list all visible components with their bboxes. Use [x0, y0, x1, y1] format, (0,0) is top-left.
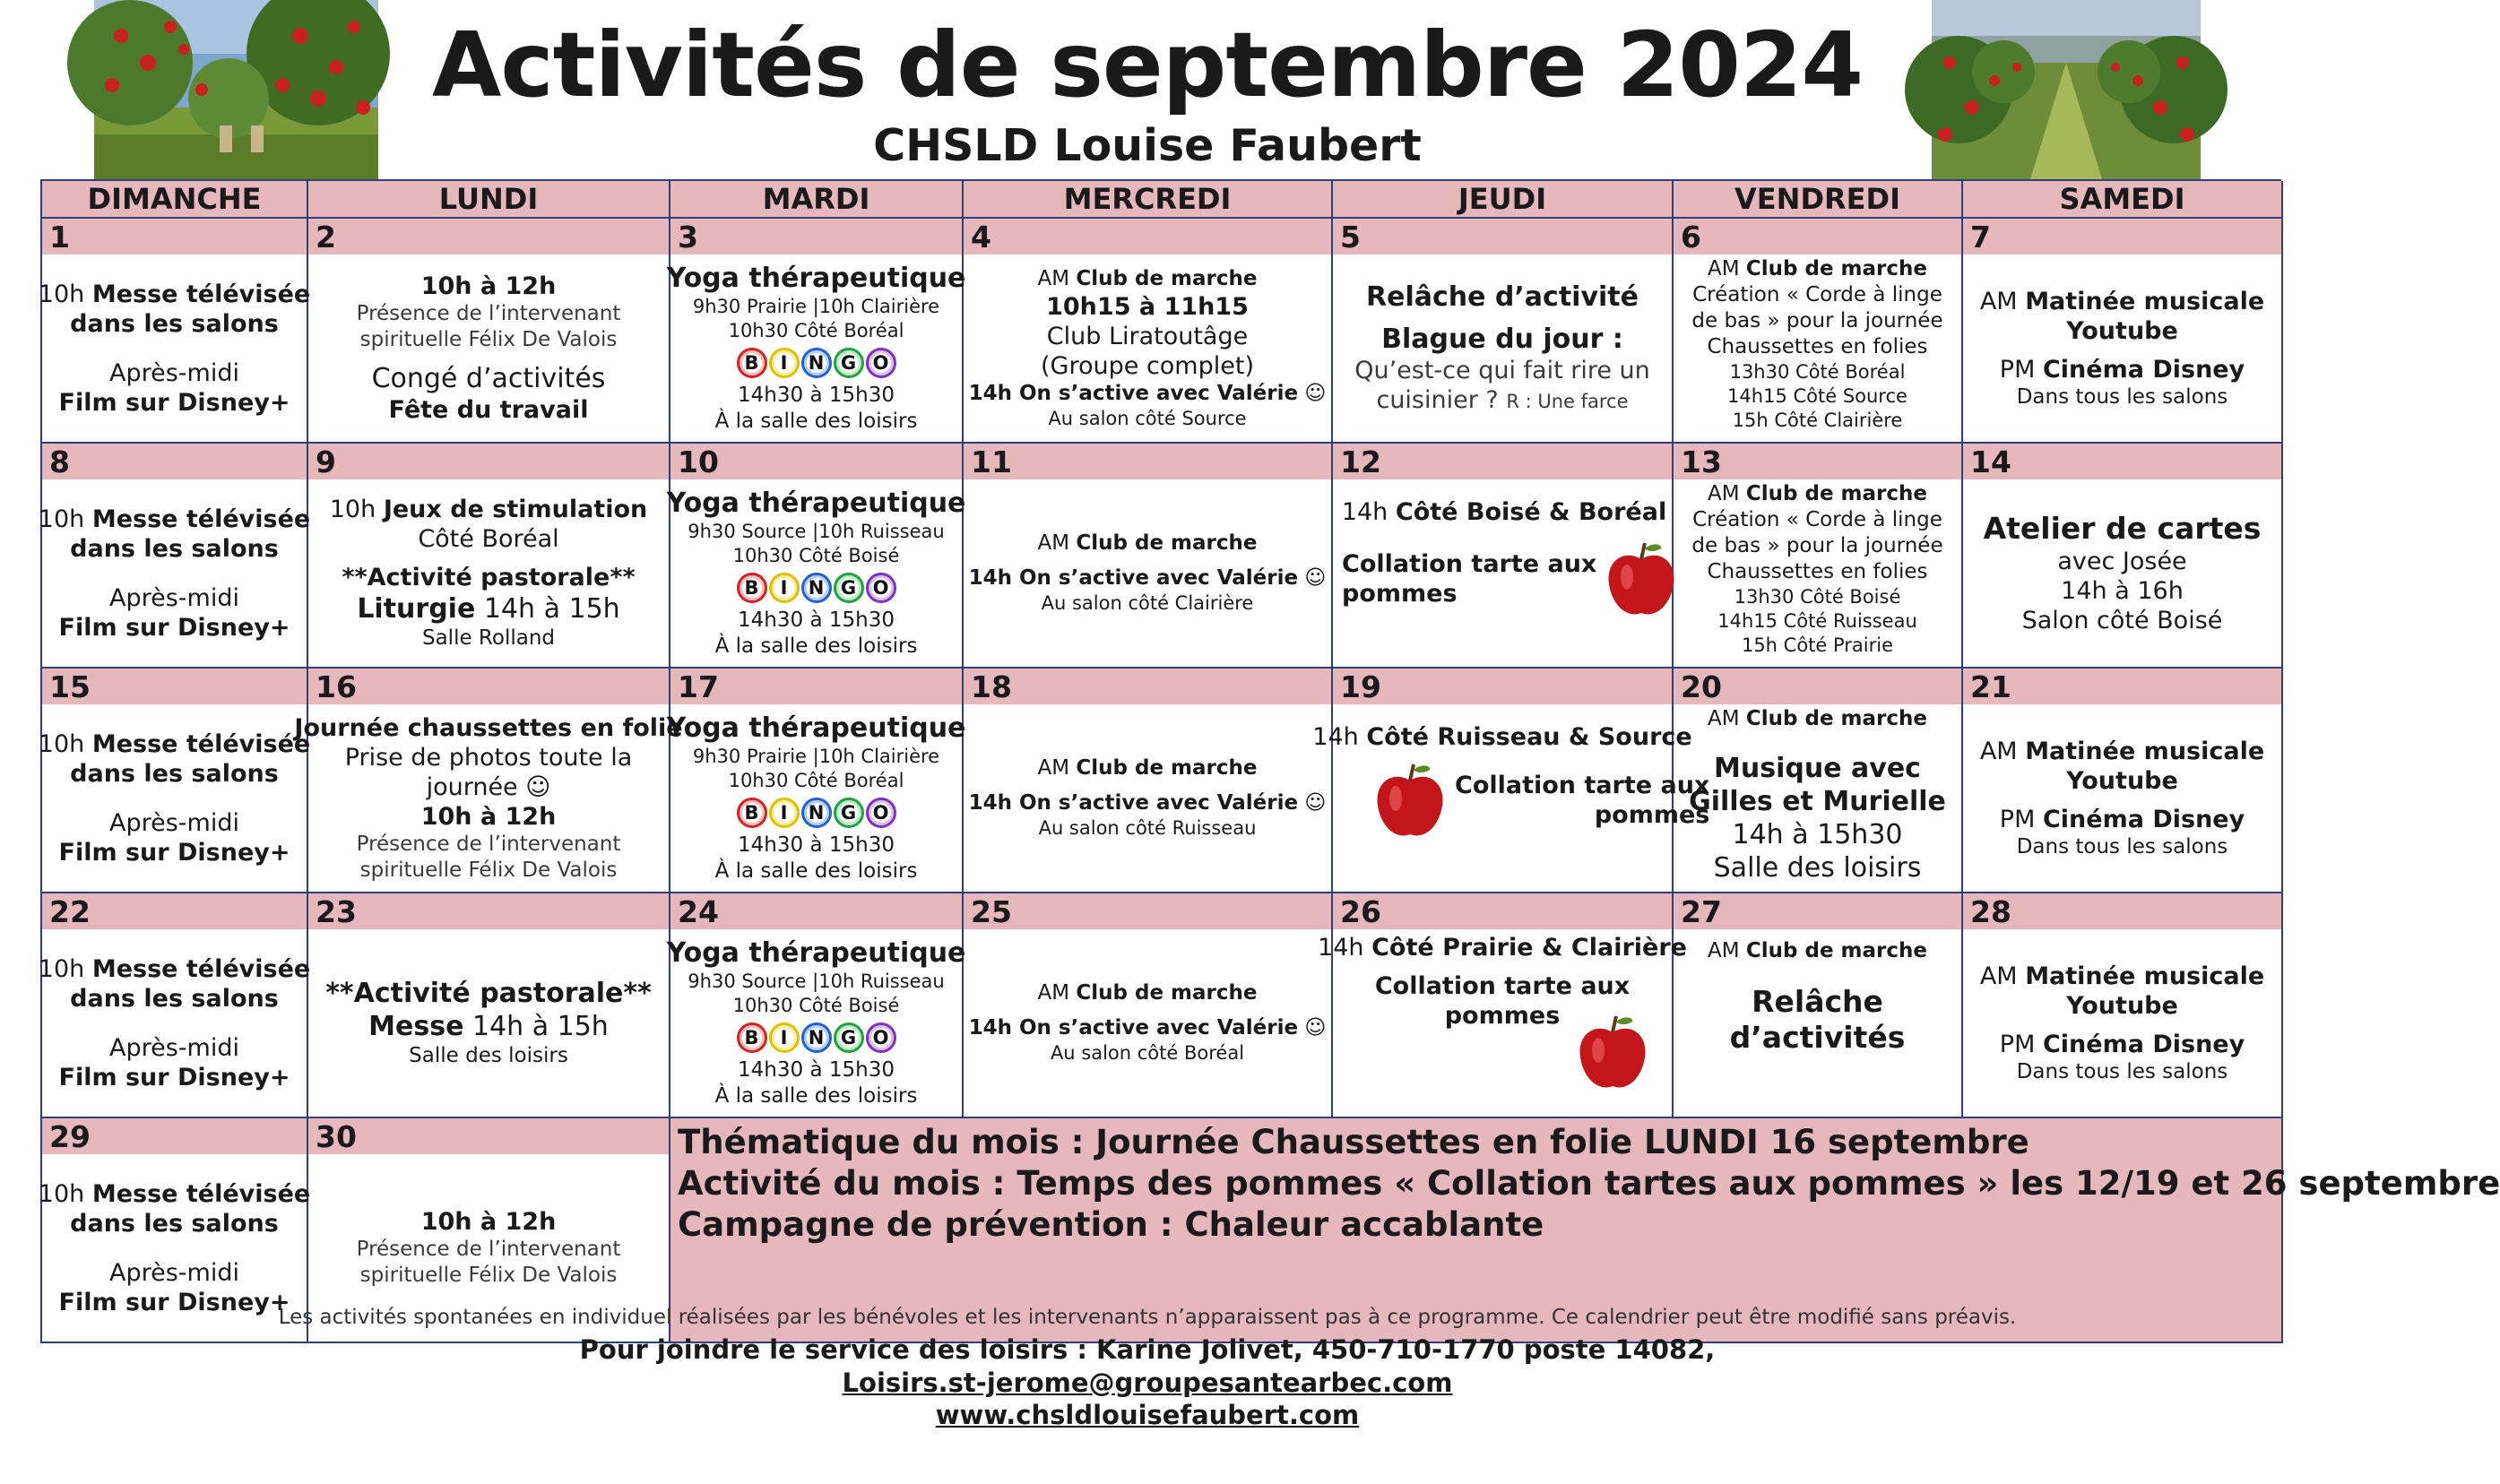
smiley-icon: ☺ [1298, 1016, 1327, 1040]
apple-icon [1605, 539, 1677, 618]
event-detail: 9h30 Prairie |10h Clairière [692, 746, 940, 767]
calendar-grid [38, 179, 2500, 1343]
event-time: AM [1979, 962, 2026, 990]
event-title: Youtube [2066, 991, 2178, 1020]
day-number: 27 [1674, 893, 1961, 929]
event-title: pommes [1594, 801, 1710, 829]
day-number: 12 [1333, 444, 1672, 479]
event-title: pommes [1342, 580, 1458, 608]
event-time: 10h [38, 729, 92, 758]
smiley-icon: ☺ [1298, 566, 1327, 590]
day-number: 30 [308, 1118, 669, 1154]
day-cell-7 [1963, 219, 2283, 444]
event-location: Au salon côté Boréal [1050, 1042, 1245, 1064]
event-detail: 9h30 Source |10h Ruisseau [688, 521, 945, 542]
event-title: Jeux de stimulation [383, 496, 648, 523]
bingo-logo: B I N G O [737, 345, 896, 381]
day-number: 9 [308, 444, 669, 479]
event-title: Club de marche [1745, 257, 1927, 280]
event-title: Youtube [2066, 316, 2178, 345]
smiley-icon: ☺ [1298, 791, 1327, 815]
day-cell-1 [38, 219, 311, 444]
event-detail: Présence de l’intervenant [356, 1238, 621, 1261]
disclaimer-note: Les activités spontanées en individuel réalisées par les bénévoles et les intervenants n’apparaissent pas à ce programme. Ce calendrier peut être modifié sans préavis. [278, 1306, 2017, 1329]
event-location: Dans tous les salons [2016, 834, 2228, 858]
event-title: Congé d’activités [371, 363, 606, 394]
day-number: 25 [964, 893, 1331, 929]
event-detail: Création « Corde à linge [1692, 283, 1942, 306]
event-detail: 10h30 Côté Boisé [732, 995, 900, 1016]
weekday-sunday: DIMANCHE [42, 181, 308, 219]
event-title: Cinéma Disney [2042, 355, 2245, 384]
event-time: AM [1707, 482, 1746, 505]
event-time: AM [1707, 939, 1746, 962]
joke-question: Qu’est-ce qui fait rire un [1354, 356, 1650, 384]
monthly-activity: Activité du mois : Temps des pommes « Collation tartes aux pommes » les 12/19 et 26 septembre [678, 1164, 2500, 1203]
event-location: Salle des loisirs [409, 1044, 568, 1067]
event-location: Salle Rolland [421, 626, 555, 650]
page-title: Activités de septembre 2024 [432, 13, 1863, 117]
event-title: Messe télévisée [91, 280, 311, 308]
event-time: 14h [1341, 498, 1396, 526]
day-number: 2 [308, 219, 669, 255]
event-time: AM [1037, 981, 1077, 1005]
event-time: 10h [38, 1179, 92, 1208]
event-time: PM [1999, 355, 2043, 384]
day-cell-26 [1318, 893, 1687, 1118]
event-title: Matinée musicale [2025, 287, 2265, 315]
day-cell-28 [1963, 893, 2283, 1118]
event-title: Gilles et Murielle [1689, 786, 1946, 817]
day-cell-6 [1674, 219, 1963, 444]
day-cell-9 [308, 444, 670, 669]
day-number: 20 [1674, 669, 1961, 704]
website-link[interactable]: www.chsldlouisefaubert.com [935, 1400, 1360, 1430]
day-cell-13 [1674, 444, 1963, 669]
event-title: 14h On s’active avec Valérie [968, 566, 1299, 590]
day-number: 22 [42, 893, 307, 929]
event-title: Relâche d’activité [1366, 280, 1639, 313]
event-title: Yoga thérapeutique [666, 263, 966, 294]
event-title: d’activités [1729, 1020, 1906, 1055]
event-detail: 9h30 Prairie |10h Clairière [692, 296, 940, 317]
event-title: Club de marche [1076, 531, 1258, 555]
event-location: Dans tous les salons [2016, 384, 2228, 409]
event-title: Messe télévisée [91, 505, 311, 533]
event-location: Côté Ruisseau & Source [1366, 723, 1692, 751]
event-title: Film sur Disney+ [58, 613, 290, 642]
event-title: Club de marche [1745, 939, 1927, 962]
day-number: 1 [42, 219, 307, 255]
event-location: Côté Boréal [418, 525, 559, 553]
apple-icon [1374, 761, 1446, 840]
apple-orchard-photo-left [94, 0, 378, 179]
event-location: Au salon côté Source [1048, 407, 1247, 429]
event-detail: dans les salons [70, 1209, 279, 1238]
event-detail: avec Josée [2057, 548, 2187, 575]
event-title: Yoga thérapeutique [666, 937, 966, 969]
event-time: 10h [38, 505, 92, 533]
event-title: Club Liratoutâge [1046, 322, 1249, 350]
day-number: 14 [1963, 444, 2281, 479]
event-time: 14h à 16h [2061, 577, 2184, 605]
event-time: 15h Côté Clairière [1732, 410, 1903, 431]
event-time: 15h Côté Prairie [1741, 634, 1894, 656]
event-title: Film sur Disney+ [58, 388, 290, 417]
event-location: Au salon côté Ruisseau [1038, 817, 1257, 839]
joke-question: cuisinier ? [1376, 385, 1507, 414]
event-detail: Présence de l’intervenant [356, 302, 621, 325]
event-detail: de bas » pour la journée [1691, 309, 1943, 332]
bingo-logo: B I N G O [737, 795, 896, 831]
day-number: 21 [1963, 669, 2281, 704]
event-time: 14h30 à 15h30 [738, 608, 895, 632]
event-detail: de bas » pour la journée [1691, 534, 1943, 557]
weekday-wednesday: MERCREDI [964, 181, 1333, 219]
event-time: AM [1037, 531, 1077, 555]
event-detail: À la salle des loisirs [714, 1084, 918, 1108]
day-cell-15 [38, 669, 311, 893]
day-number: 24 [670, 893, 962, 929]
event-time: PM [1999, 1030, 2043, 1058]
event-title: Cinéma Disney [2042, 1030, 2245, 1058]
event-title: Blague du jour : [1381, 323, 1623, 355]
event-title: Youtube [2066, 766, 2178, 795]
day-number: 4 [964, 219, 1331, 255]
event-title: pommes [1444, 1002, 1561, 1030]
weekday-tuesday: MARDI [670, 181, 964, 219]
event-title: Film sur Disney+ [58, 1288, 290, 1316]
event-time: 14h15 Côté Source [1727, 385, 1907, 407]
event-detail: À la salle des loisirs [714, 634, 918, 658]
event-time: PM [1999, 805, 2043, 833]
event-detail: À la salle des loisirs [714, 410, 918, 433]
event-time: Après-midi [109, 808, 239, 837]
event-time: Après-midi [109, 1033, 239, 1062]
event-time: AM [1707, 707, 1746, 730]
event-time: AM [1979, 737, 2026, 765]
day-cell-18 [964, 669, 1333, 893]
event-title: Film sur Disney+ [58, 838, 290, 867]
event-time: Après-midi [109, 583, 239, 612]
event-time: 14h [1312, 723, 1367, 751]
event-title: Liturgie [357, 593, 476, 625]
event-time: 10h [38, 954, 92, 983]
day-number: 15 [42, 669, 307, 704]
event-detail: Création « Corde à linge [1692, 508, 1942, 531]
event-detail: dans les salons [70, 309, 279, 338]
event-detail: 10h30 Côté Boréal [728, 320, 904, 341]
event-title: Film sur Disney+ [58, 1063, 290, 1091]
day-cell-8 [38, 444, 311, 669]
day-cell-27 [1674, 893, 1963, 1118]
event-location: Salle des loisirs [1713, 852, 1922, 884]
event-detail: (Groupe complet) [1041, 351, 1254, 380]
contact-info: Pour joindre le service des loisirs : Karine Jolivet, 450-710-1770 poste 14082, [579, 1334, 1716, 1365]
weekday-monday: LUNDI [308, 181, 670, 219]
day-cell-20 [1674, 669, 1963, 893]
event-detail: Prise de photos toute la [344, 743, 633, 772]
event-title: Yoga thérapeutique [666, 712, 966, 744]
bingo-logo: B I N G O [737, 570, 896, 606]
event-title: Club de marche [1745, 482, 1927, 505]
event-detail: spirituelle Félix De Valois [359, 1264, 618, 1287]
event-title: Club de marche [1745, 707, 1927, 730]
event-title: Club de marche [1076, 266, 1258, 290]
event-title: Fête du travail [388, 396, 589, 424]
event-time: 13h30 Côté Boréal [1729, 361, 1906, 383]
day-number: 28 [1963, 893, 2281, 929]
day-number: 16 [308, 669, 669, 704]
event-time: 14h à 15h [475, 593, 620, 625]
day-cell-22 [38, 893, 311, 1118]
event-detail: 10h30 Côté Boisé [732, 545, 900, 566]
event-title: Collation tarte aux [1455, 772, 1710, 799]
monthly-theme: Thématique du mois : Journée Chaussettes en folie LUNDI 16 septembre [678, 1123, 2029, 1161]
day-number: 18 [964, 669, 1331, 704]
joke-answer: R : Une farce [1506, 390, 1629, 412]
event-time: 14h [1318, 934, 1372, 962]
event-detail: dans les salons [70, 759, 279, 788]
event-title: 14h On s’active avec Valérie [968, 791, 1299, 815]
event-time: 14h15 Côté Ruisseau [1717, 610, 1917, 632]
day-cell-14 [1963, 444, 2283, 669]
event-time: 14h à 15h [463, 1011, 609, 1042]
day-number: 26 [1333, 893, 1672, 929]
day-number: 23 [308, 893, 669, 929]
event-time: AM [1037, 266, 1077, 290]
event-location: Salon côté Boisé [2021, 607, 2223, 634]
event-title: Collation tarte aux [1374, 972, 1631, 1000]
day-cell-10 [666, 444, 966, 669]
day-cell-5 [1333, 219, 1674, 444]
day-cell-24 [666, 893, 966, 1118]
event-time: 13h30 Côté Boisé [1734, 586, 1901, 608]
event-location: Côté Boisé & Boréal [1395, 498, 1667, 526]
event-detail: 10h30 Côté Boréal [728, 770, 904, 791]
prevention-campaign: Campagne de prévention : Chaleur accablante [678, 1205, 1544, 1244]
event-location: Côté Prairie & Clairière [1371, 934, 1687, 962]
bingo-logo: B I N G O [737, 1020, 896, 1056]
event-title: Atelier de cartes [1983, 511, 2262, 546]
event-detail: journée ☺ [426, 772, 551, 801]
weekday-friday: VENDREDI [1674, 181, 1963, 219]
event-time: 10h à 12h [420, 802, 557, 831]
event-title: Journée chaussettes en folie [294, 713, 683, 742]
day-number: 6 [1674, 219, 1961, 255]
event-detail: 9h30 Source |10h Ruisseau [688, 971, 945, 992]
day-cell-3 [666, 219, 966, 444]
day-cell-4 [964, 219, 1333, 444]
event-detail: Chaussettes en folies [1707, 335, 1928, 358]
event-detail: spirituelle Félix De Valois [359, 858, 618, 882]
day-cell-25 [964, 893, 1333, 1118]
day-number: 29 [42, 1118, 307, 1154]
event-title: Relâche [1752, 984, 1883, 1019]
event-detail: dans les salons [70, 984, 279, 1013]
event-title: **Activité pastorale** [325, 978, 652, 1009]
event-title: **Activité pastorale** [342, 564, 636, 591]
event-detail: dans les salons [70, 534, 279, 563]
day-cell-23 [308, 893, 670, 1118]
event-time: 10h [38, 280, 92, 308]
event-title: Yoga thérapeutique [666, 487, 966, 519]
event-time: 14h à 15h30 [1732, 819, 1903, 850]
day-number: 19 [1333, 669, 1672, 704]
day-cell-2 [308, 219, 670, 444]
event-detail: Présence de l’intervenant [356, 832, 621, 856]
event-time: AM [1037, 756, 1077, 780]
event-location: Dans tous les salons [2016, 1059, 2228, 1083]
event-time: AM [1979, 287, 2026, 315]
event-time: AM [1707, 257, 1746, 280]
event-title: Messe [368, 1011, 464, 1042]
event-time: 14h30 à 15h30 [738, 1058, 895, 1082]
event-title: Cinéma Disney [2042, 805, 2245, 833]
day-cell-17 [666, 669, 966, 893]
event-title: Musique avec [1714, 753, 1921, 784]
day-cell-12 [1333, 444, 1674, 669]
weekday-saturday: SAMEDI [1963, 181, 2283, 219]
weekday-thursday: JEUDI [1333, 181, 1674, 219]
event-time: 14h30 à 15h30 [738, 384, 895, 407]
event-title: Messe télévisée [91, 729, 311, 758]
day-number: 7 [1963, 219, 2281, 255]
event-title: 14h On s’active avec Valérie [968, 381, 1299, 405]
event-detail: À la salle des loisirs [714, 859, 918, 883]
event-detail: Chaussettes en folies [1707, 560, 1928, 583]
day-cell-21 [1963, 669, 2283, 893]
event-detail: spirituelle Félix De Valois [359, 328, 618, 351]
day-number: 3 [670, 219, 962, 255]
event-time: 10h à 12h [420, 272, 557, 300]
event-time: 14h30 à 15h30 [738, 833, 895, 857]
event-title: Matinée musicale [2025, 737, 2265, 765]
day-number: 13 [1674, 444, 1961, 479]
event-location: Au salon côté Clairière [1041, 592, 1254, 614]
event-title: 14h On s’active avec Valérie [968, 1016, 1299, 1040]
event-time: 10h [329, 496, 384, 523]
event-title: Messe télévisée [91, 954, 311, 983]
day-cell-16 [294, 669, 683, 893]
event-time: 10h à 12h [420, 1208, 557, 1236]
apple-orchard-photo-right [1932, 0, 2201, 179]
event-time: 10h15 à 11h15 [1046, 292, 1249, 321]
smiley-icon: ☺ [1298, 381, 1327, 405]
day-number: 17 [670, 669, 962, 704]
event-title: Collation tarte aux [1342, 550, 1597, 578]
event-title: Club de marche [1076, 981, 1258, 1005]
event-title: Matinée musicale [2025, 962, 2265, 990]
day-number: 11 [964, 444, 1331, 479]
apple-icon [1577, 1013, 1648, 1091]
event-time: Après-midi [109, 1258, 239, 1287]
day-number: 5 [1333, 219, 1672, 255]
day-number: 10 [670, 444, 962, 479]
event-time: Après-midi [109, 358, 239, 387]
event-title: Messe télévisée [91, 1179, 311, 1208]
email-link[interactable]: Loisirs.st-jerome@groupesantearbec.com [842, 1368, 1453, 1398]
day-number: 8 [42, 444, 307, 479]
event-title: Club de marche [1076, 756, 1258, 780]
day-cell-11 [964, 444, 1333, 669]
page-subtitle: CHSLD Louise Faubert [873, 120, 1422, 171]
